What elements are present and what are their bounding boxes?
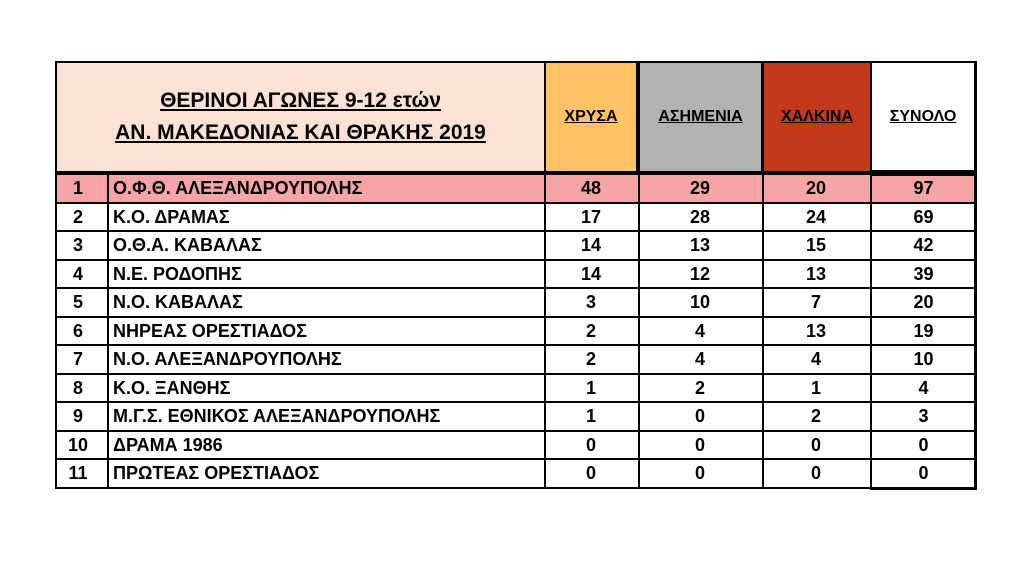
silver-cell: 10 xyxy=(689,291,711,312)
gold-cell: 3 xyxy=(585,291,596,312)
total-column-border xyxy=(870,173,977,490)
total-cell: 69 xyxy=(913,206,934,227)
total-cell: 19 xyxy=(913,320,934,341)
rank-cell: 1 xyxy=(72,177,83,198)
grid-line xyxy=(55,458,977,460)
bronze-cell: 24 xyxy=(805,206,827,227)
header-gold xyxy=(544,61,638,173)
bronze-cell: 1 xyxy=(810,377,821,398)
gold-cell: 14 xyxy=(580,263,602,284)
grid-line xyxy=(544,173,546,489)
total-cell: 4 xyxy=(918,377,929,398)
total-cell: 42 xyxy=(913,234,934,255)
total-cell: 97 xyxy=(913,177,934,198)
header-silver xyxy=(638,61,763,173)
grid-line xyxy=(55,202,977,204)
gold-cell: 0 xyxy=(585,462,596,483)
bronze-cell: 15 xyxy=(805,234,827,255)
table-row xyxy=(55,260,977,288)
header-gold-label: ΧΡΥΣΑ xyxy=(564,108,618,125)
table-row xyxy=(55,288,977,316)
gold-cell: 17 xyxy=(580,206,602,227)
rank-cell: 5 xyxy=(72,291,83,312)
rank-cell: 2 xyxy=(72,206,83,227)
gold-cell: 2 xyxy=(585,320,596,341)
table-row xyxy=(55,174,977,202)
silver-cell: 2 xyxy=(694,377,705,398)
rank-cell: 6 xyxy=(72,320,83,341)
bronze-cell: 0 xyxy=(810,434,821,455)
silver-cell: 29 xyxy=(689,177,711,198)
grid-line xyxy=(107,173,109,489)
bronze-cell: 13 xyxy=(805,320,827,341)
bronze-cell: 7 xyxy=(810,291,821,312)
silver-cell: 0 xyxy=(694,462,705,483)
gold-cell: 0 xyxy=(585,434,596,455)
silver-cell: 13 xyxy=(689,234,711,255)
table-row xyxy=(55,431,977,459)
rank-cell: 11 xyxy=(68,462,88,483)
bronze-cell: 20 xyxy=(805,177,827,198)
table-row xyxy=(55,402,977,430)
gold-cell: 14 xyxy=(580,234,602,255)
total-cell: 0 xyxy=(918,434,929,455)
grid-line xyxy=(762,173,764,489)
header-silver-label: ΑΣΗΜΕΝΙΑ xyxy=(658,108,743,125)
gold-cell: 1 xyxy=(585,405,596,426)
club-cell: ΠΡΩΤΕΑΣ ΟΡΕΣΤΙΑΔΟΣ xyxy=(113,462,320,483)
grid-line xyxy=(55,230,977,232)
table-row xyxy=(55,231,977,259)
header-total xyxy=(870,61,977,173)
table-row xyxy=(55,317,977,345)
grid-line xyxy=(55,173,977,175)
total-cell: 10 xyxy=(913,348,934,369)
club-cell: Κ.Ο. ΔΡΑΜΑΣ xyxy=(113,206,230,227)
bronze-cell: 0 xyxy=(810,462,821,483)
grid-line xyxy=(55,430,977,432)
rank-cell: 7 xyxy=(72,348,83,369)
silver-cell: 4 xyxy=(694,348,705,369)
club-cell: ΔΡΑΜΑ 1986 xyxy=(113,434,223,455)
club-cell: Ο.Θ.Α. ΚΑΒΑΛΑΣ xyxy=(113,234,262,255)
club-cell: Κ.Ο. ΞΑΝΘΗΣ xyxy=(113,377,231,398)
total-cell: 3 xyxy=(918,405,929,426)
gold-cell: 48 xyxy=(580,177,602,198)
total-cell: 39 xyxy=(913,263,934,284)
bronze-cell: 2 xyxy=(810,405,821,426)
silver-cell: 0 xyxy=(694,405,705,426)
rank-cell: 4 xyxy=(72,263,83,284)
club-cell: Ν.Ο. ΑΛΕΞΑΝΔΡΟΥΠΟΛΗΣ xyxy=(113,348,342,369)
table-row xyxy=(55,345,977,373)
total-cell: 0 xyxy=(918,462,929,483)
grid-line xyxy=(638,173,640,489)
title-line-2: ΑΝ. ΜΑΚΕΔΟΝΙΑΣ ΚΑΙ ΘΡΑΚΗΣ 2019 xyxy=(115,121,486,144)
total-cell: 20 xyxy=(913,291,934,312)
header-bronze-label: ΧΑΛΚΙΝΑ xyxy=(780,108,853,125)
grid-line xyxy=(55,373,977,375)
table-title xyxy=(55,61,546,173)
silver-cell: 28 xyxy=(689,206,711,227)
club-cell: ΝΗΡΕΑΣ ΟΡΕΣΤΙΑΔΟΣ xyxy=(113,320,307,341)
silver-cell: 12 xyxy=(689,263,711,284)
medal-table xyxy=(55,61,977,483)
club-cell: Μ.Γ.Σ. ΕΘΝΙΚΟΣ ΑΛΕΞΑΝΔΡΟΥΠΟΛΗΣ xyxy=(113,405,441,426)
gold-cell: 2 xyxy=(585,348,596,369)
grid-line xyxy=(55,401,977,403)
bronze-cell: 4 xyxy=(810,348,821,369)
grid-line xyxy=(55,344,977,346)
table-row xyxy=(55,203,977,231)
club-cell: Ο.Φ.Θ. ΑΛΕΞΑΝΔΡΟΥΠΟΛΗΣ xyxy=(113,177,363,198)
gold-cell: 1 xyxy=(585,377,596,398)
silver-cell: 0 xyxy=(694,434,705,455)
rank-cell: 3 xyxy=(72,234,83,255)
header-total-label: ΣΥΝΟΛΟ xyxy=(889,107,957,125)
grid-line xyxy=(55,173,57,489)
rank-cell: 9 xyxy=(72,405,83,426)
title-line-1: ΘΕΡΙΝΟΙ ΑΓΩΝΕΣ 9-12 ετών xyxy=(160,89,441,112)
rank-cell: 10 xyxy=(67,434,89,455)
bronze-cell: 13 xyxy=(805,263,827,284)
table-row xyxy=(55,374,977,402)
grid-line xyxy=(55,487,977,489)
rank-cell: 8 xyxy=(72,377,83,398)
club-cell: Ν.Ο. ΚΑΒΑΛΑΣ xyxy=(113,291,243,312)
grid-line xyxy=(55,287,977,289)
club-cell: Ν.Ε. ΡΟΔΟΠΗΣ xyxy=(113,263,242,284)
header-bronze xyxy=(762,61,872,173)
grid-line xyxy=(55,259,977,261)
grid-line xyxy=(55,316,977,318)
table-row xyxy=(55,459,977,487)
silver-cell: 4 xyxy=(694,320,705,341)
